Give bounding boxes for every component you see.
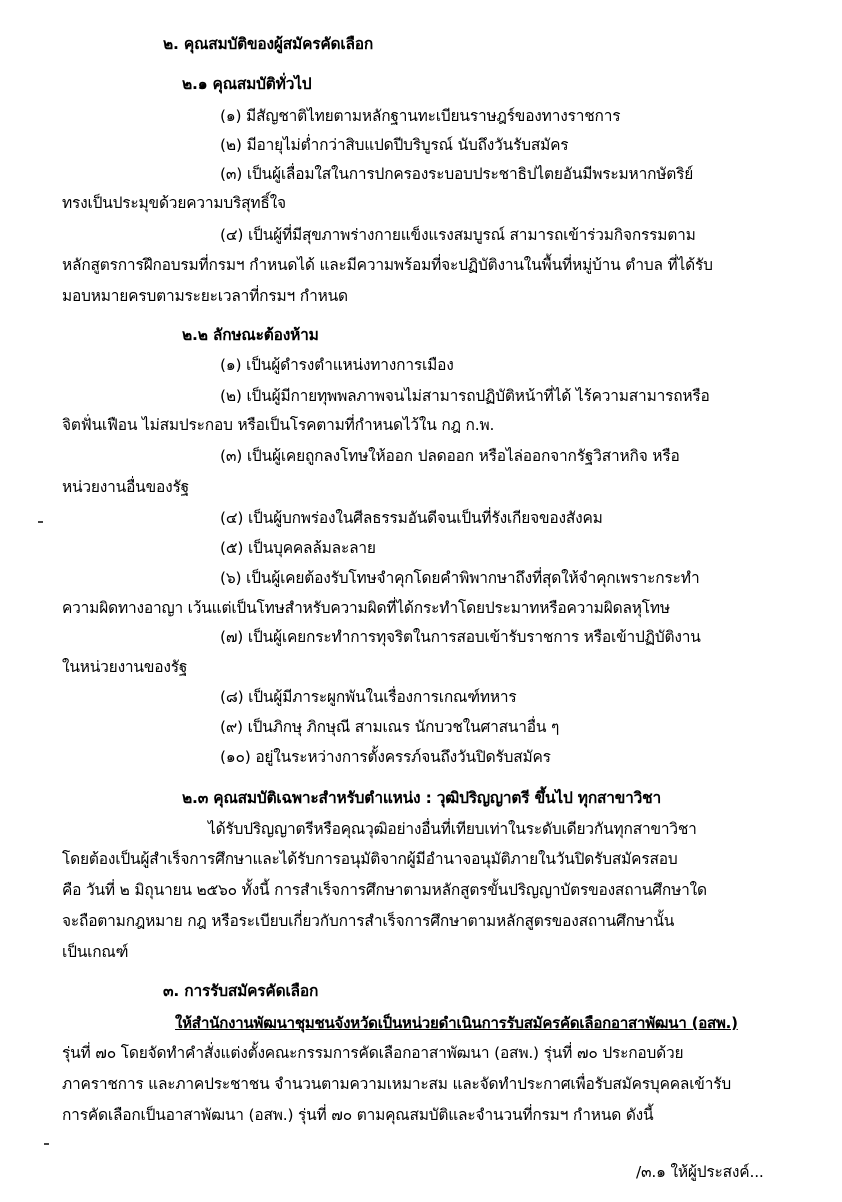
list-item: (๑) เป็นผู้ดำรงตำแหน่งทางการเมือง <box>220 356 454 374</box>
list-item-continuation: ทรงเป็นประมุขด้วยความบริสุทธิ์ใจ <box>62 194 286 212</box>
list-item: (๔) เป็นผู้ที่มีสุขภาพร่างกายแข็งแรงสมบูรณ์ สามารถเข้าร่วมกิจกรรมตาม <box>220 226 696 244</box>
paragraph-line: เป็นเกณฑ์ <box>62 943 129 961</box>
scan-speck <box>44 1143 49 1145</box>
page-continuation: /๓.๑ ให้ผู้ประสงค์... <box>636 1163 764 1181</box>
list-item: (๓) เป็นผู้เคยถูกลงโทษให้ออก ปลดออก หรือไล่ออกจากรัฐวิสาหกิจ หรือ <box>220 447 680 465</box>
paragraph-line: โดยต้องเป็นผู้สำเร็จการศึกษาและได้รับการอนุมัติจากผู้มีอำนาจอนุมัติภายในวันปิดรับสมัครสอบ <box>62 850 678 868</box>
section-3-heading: ๓. การรับสมัครคัดเลือก <box>163 982 319 1000</box>
section-2-3-heading: ๒.๓ คุณสมบัติเฉพาะสำหรับตำแหน่ง : วุฒิปริญญาตรี ขึ้นไป ทุกสาขาวิชา <box>182 789 661 807</box>
list-item-continuation: ในหน่วยงานของรัฐ <box>62 658 188 676</box>
list-item-continuation: หน่วยงานอื่นของรัฐ <box>62 478 189 496</box>
paragraph-line-emphasis: ให้สำนักงานพัฒนาชุมชนจังหวัดเป็นหน่วยดำเนินการรับสมัครคัดเลือกอาสาพัฒนา (อสพ.) <box>175 1014 738 1032</box>
list-item: (๑๐) อยู่ในระหว่างการตั้งครรภ์จนถึงวันปิดรับสมัคร <box>220 748 551 766</box>
paragraph-line: การคัดเลือกเป็นอาสาพัฒนา (อสพ.) รุ่นที่ ๗๐ ตามคุณสมบัติและจำนวนที่กรมฯ กำหนด ดังนี้ <box>62 1106 654 1124</box>
scan-speck <box>38 521 43 523</box>
list-item: (๒) มีอายุไม่ต่ำกว่าสิบแปดปีบริบูรณ์ นับถึงวันรับสมัคร <box>220 136 569 154</box>
list-item: (๒) เป็นผู้มีกายทุพพลภาพจนไม่สามารถปฏิบัติหน้าที่ได้ ไร้ความสามารถหรือ <box>220 387 710 405</box>
list-item: (๑) มีสัญชาติไทยตามหลักฐานทะเบียนราษฎร์ของทางราชการ <box>220 107 621 125</box>
list-item-continuation: ความผิดทางอาญา เว้นแต่เป็นโทษสำหรับความผิดที่ได้กระทำโดยประมาทหรือความผิดลหุโทษ <box>62 599 670 617</box>
list-item: (๕) เป็นบุคคลล้มละลาย <box>220 539 376 557</box>
paragraph-line: คือ วันที่ ๒ มิถุนายน ๒๕๖๐ ทั้งนี้ การสำเร็จการศึกษาตามหลักสูตรขั้นปริญญาบัตรของสถานศึกษาใด <box>62 881 707 899</box>
list-item: (๓) เป็นผู้เลื่อมใสในการปกครองระบอบประชาธิปไตยอันมีพระมหากษัตริย์ <box>220 165 694 183</box>
paragraph-line: รุ่นที่ ๗๐ โดยจัดทำคำสั่งแต่งตั้งคณะกรรมการคัดเลือกอาสาพัฒนา (อสพ.) รุ่นที่ ๗๐ ประกอบด้วย <box>62 1044 684 1062</box>
list-item-continuation: มอบหมายครบตามระยะเวลาที่กรมฯ กำหนด <box>62 287 348 305</box>
list-item: (๖) เป็นผู้เคยต้องรับโทษจำคุกโดยคำพิพากษาถึงที่สุดให้จำคุกเพราะกระทำ <box>220 569 700 587</box>
list-item: (๘) เป็นผู้มีภาระผูกพันในเรื่องการเกณฑ์ทหาร <box>220 688 517 706</box>
list-item-continuation: จิตฟั่นเฟือน ไม่สมประกอบ หรือเป็นโรคตามที่กำหนดไว้ใน กฎ ก.พ. <box>62 416 495 434</box>
section-2-heading: ๒. คุณสมบัติของผู้สมัครคัดเลือก <box>163 35 374 53</box>
list-item: (๗) เป็นผู้เคยกระทำการทุจริตในการสอบเข้ารับราชการ หรือเข้าปฏิบัติงาน <box>220 628 701 646</box>
list-item: (๙) เป็นภิกษุ ภิกษุณี สามเณร นักบวชในศาสนาอื่น ๆ <box>220 718 560 736</box>
paragraph-line: ภาคราชการ และภาคประชาชน จำนวนตามความเหมาะสม และจัดทำประกาศเพื่อรับสมัครบุคคลเข้ารับ <box>62 1075 731 1093</box>
section-2-1-heading: ๒.๑ คุณสมบัติทั่วไป <box>182 75 312 93</box>
list-item-continuation: หลักสูตรการฝึกอบรมที่กรมฯ กำหนดได้ และมีความพร้อมที่จะปฏิบัติงานในพื้นที่หมู่บ้าน ตำบล ที่ได้รับ <box>62 256 713 274</box>
paragraph-line: จะถือตามกฎหมาย กฎ หรือระเบียบเกี่ยวกับการสำเร็จการศึกษาตามหลักสูตรของสถานศึกษานั้น <box>62 912 675 930</box>
paragraph-line: ได้รับปริญญาตรีหรือคุณวุฒิอย่างอื่นที่เทียบเท่าในระดับเดียวกันทุกสาขาวิชา <box>208 820 697 838</box>
list-item: (๔) เป็นผู้บกพร่องในศีลธรรมอันดีจนเป็นที่รังเกียจของสังคม <box>220 509 603 527</box>
section-2-2-heading: ๒.๒ ลักษณะต้องห้าม <box>182 326 319 344</box>
